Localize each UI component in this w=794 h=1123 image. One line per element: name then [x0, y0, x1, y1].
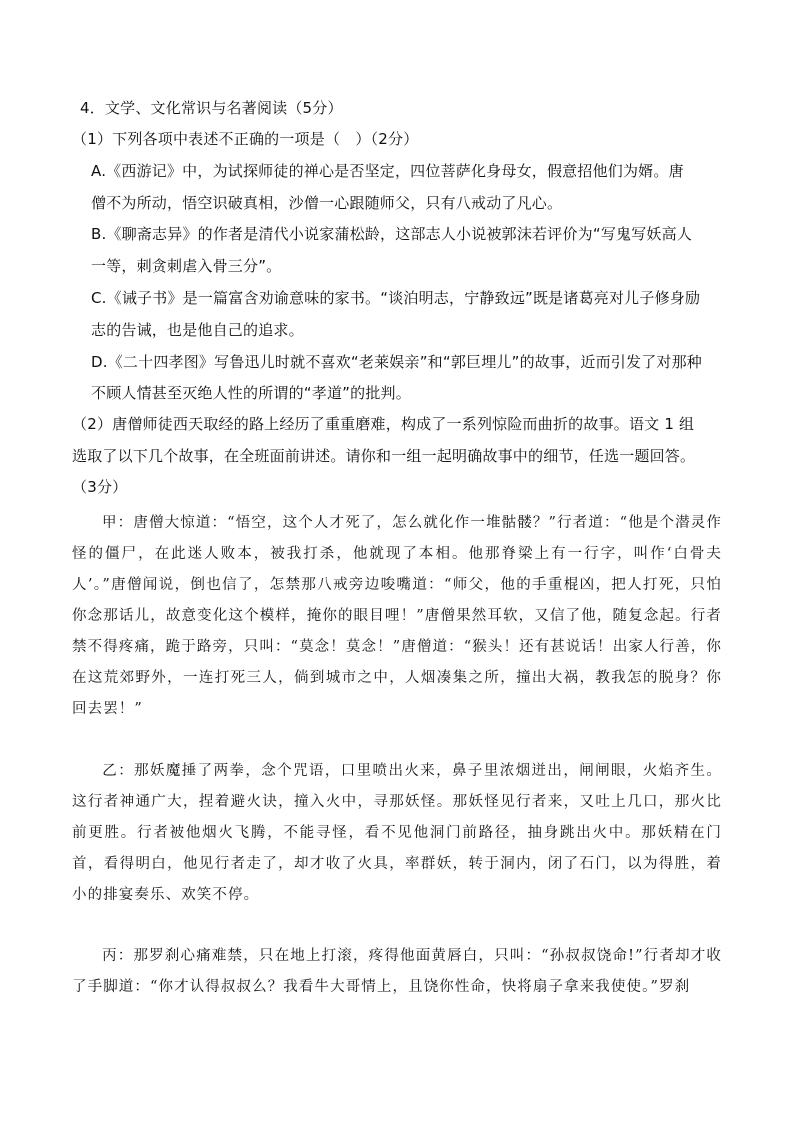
option-d-line-2: 不顾人情甚至灭绝人性的所谓的“孝道”的批判。 [91, 384, 411, 402]
option-a-line-1: A.《西游记》中，为试探师徒的禅心是否坚定，四位菩萨化身母女，假意招他们为婿。唐 [91, 162, 684, 180]
passage-jia [72, 508, 722, 725]
question-2-stem-line-1: （2）唐僧师徒西天取经的路上经历了重重磨难，构成了一系列惊险而曲折的故事。语文 1 组 [72, 415, 695, 433]
passage-yi-text: 乙：那妖魔捶了两拳，念个咒语，口里喷出火来，鼻子里浓烟迸出，闸闸眼，火焰齐生。这行者神通广大，捏着避火诀，撞入火中，寻那妖怪。那妖怪见行者来，又吐上几口，那火比前更胜。行者被他烟火飞腾，不能寻怪，看不见他洞门前路径，抽身跳出火中。那妖精在门首，看得明白，他见行者走了，却才收了火具，率群妖，转于洞内，闭了石门，以为得胜，着小的排宴奏乐、欢笑不停。 [72, 763, 722, 903]
question-1-stem: （1）下列各项中表述不正确的一项是（ ）（2分） [72, 130, 419, 148]
option-b-line-1: B.《聊斋志异》的作者是清代小说家蒲松龄，这部志人小说被郭沫若评价为“写鬼写妖高人 [91, 225, 693, 243]
question-2-stem-line-2: 选取了以下几个故事，在全班面前讲述。请你和一组一起明确故事中的细节，任选一题回答。 [72, 447, 696, 465]
option-c-line-2: 志的告诫，也是他自己的追求。 [91, 321, 304, 339]
option-c-line-1: C.《诫子书》是一篇富含劝谕意味的家书。“谈泊明志，宁静致远”既是诸葛亮对儿子修身励 [91, 289, 701, 307]
passage-bing-text: 丙：那罗刹心痛难禁，只在地上打滚，疼得他面黄唇白，只叫：“孙叔叔饶命!”行者却才收了手脚道：“你才认得叔叔么？我看牛大哥情上，且饶你性命，快将扇子拿来我使使。”罗刹 [72, 948, 722, 995]
option-b-line-2: 一等，刺贪刺虐入骨三分”。 [91, 257, 282, 275]
question-2-stem-line-3: （3分） [72, 478, 128, 496]
passage-bing [72, 941, 722, 1003]
passage-jia-text: 甲：唐僧大惊道：“悟空，这个人才死了，怎么就化作一堆骷髅？”行者道：“他是个潜灵作怪的僵尸，在此迷人败本，被我打杀，他就现了本相。他那脊梁上有一行字，叫作‘白骨夫人’。”唐僧闻说，倒也信了，怎禁那八戒旁边唆嘴道：“师父，他的手重棍凶，把人打死，只怕你念那话儿，故意变化这个模样，掩你的眼目哩！”唐僧果然耳软，又信了他，随复念起。行者禁不得疼痛，跪于路旁，只叫：“莫念！莫念！”唐僧道：“猴头！还有甚说话！出家人行善，你在这荒郊野外，一连打死三人，倘到城市之中，人烟凑集之所，撞出大祸，教我怎的脱身？你回去罢！” [72, 515, 722, 717]
option-d-line-1: D.《二十四孝图》写鲁迅儿时就不喜欢“老莱娱亲”和“郭巨埋儿”的故事，近而引发了对那种 [91, 353, 703, 371]
section-heading: 4．文学、文化常识与名著阅读（5分） [80, 99, 343, 117]
passage-yi [72, 756, 722, 911]
option-a-line-2: 僧不为所动，悟空识破真相，沙僧一心跟随师父，只有八戒动了凡心。 [91, 194, 563, 212]
